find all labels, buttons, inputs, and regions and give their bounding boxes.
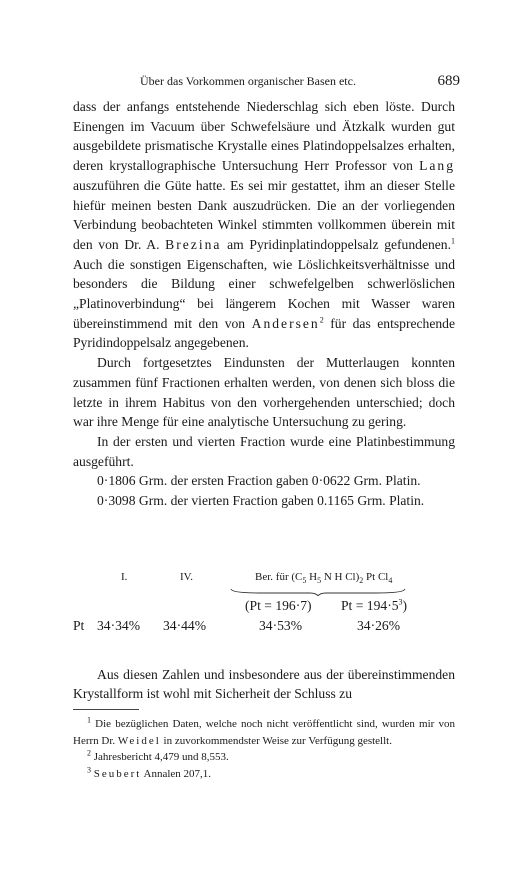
person-name-lang: Lang	[419, 158, 455, 174]
subscript: 5	[317, 576, 322, 586]
value-calc-a: 34·53%	[259, 618, 303, 633]
text-run: für das entsprechende Pyridindoppelsalz angegebenen.	[73, 315, 455, 351]
text-run: Annalen 207,1.	[141, 767, 212, 780]
atomic-weight-a: (Pt = 196·7)	[245, 598, 312, 613]
text-run: auszuführen die Güte hatte. Es sei mir gestattet, ihm an dieser Stelle hiefür meinen besten Dank auszudrücken. Die an der vorliegenden Verbindung beobachteten Winkel stimmten vollkommen überein mit den von Dr. A.	[73, 177, 455, 252]
person-name-andersen: Andersen	[251, 315, 320, 331]
footnote-rule	[73, 709, 139, 710]
value-fraction-1: 34·34%	[97, 618, 141, 633]
footnotes	[73, 716, 455, 782]
subscript: 4	[388, 576, 393, 586]
person-name-weidel: Weidel	[117, 734, 161, 747]
footnote-mark: 3	[87, 764, 91, 774]
footnote-3	[73, 766, 455, 783]
footnote-1	[73, 716, 455, 749]
value-calc-b: 34·26%	[357, 618, 401, 633]
text-run: am Pyridinplatindoppelsalz gefundenen.	[221, 236, 452, 252]
paragraph-4: 0·1806 Grm. der ersten Fraction gaben 0·0622 Grm. Platin.	[97, 473, 421, 489]
text-run: H	[306, 571, 318, 583]
text-run: Pt Cl	[363, 571, 389, 583]
paragraph-5: 0·3098 Grm. der vierten Fraction gaben 0.1165 Grm. Platin.	[97, 493, 425, 509]
running-header	[140, 73, 460, 90]
paragraph-3: In der ersten und vierten Fraction wurde eine Platinbestimmung ausgeführt.	[73, 433, 455, 469]
row-label-pt: Pt	[73, 618, 85, 633]
text-run: Auch die sonstigen Eigenschaften, wie Löslichkeitsverhältnisse und besonders die Bildung einer schwefelgelben schwerlöslichen „Platinoverbindung“ bei längerem Kochen mit Wasser waren übereinstimmend mit den von	[73, 256, 455, 331]
col-header-2: IV.	[180, 571, 193, 583]
value-fraction-4: 34·44%	[163, 618, 207, 633]
analysis-table	[73, 569, 455, 633]
text-run: N H Cl)	[321, 571, 360, 583]
subscript: 5	[302, 576, 307, 586]
col-header-1: I.	[121, 571, 128, 583]
calc-header	[255, 571, 393, 586]
text-run: )	[402, 598, 408, 613]
footnote-ref-2: 2	[319, 315, 324, 325]
conclusion-text: Aus diesen Zahlen und insbesondere aus der übereinstimmenden Krystallform ist wohl mit Sicherheit der Schluss zu	[73, 666, 455, 702]
paragraph-6	[73, 651, 455, 718]
paragraph-1	[73, 97, 455, 353]
footnote-mark: 1	[87, 715, 91, 725]
footnote-ref-3: 3	[398, 597, 403, 607]
person-name-seubert: Seubert	[93, 767, 142, 780]
page-number: 689	[437, 73, 460, 89]
person-name-brezina: Brezina	[165, 236, 222, 252]
atomic-weight-b	[341, 598, 407, 614]
running-title: Über das Vorkommen organischer Basen etc.	[140, 74, 356, 88]
text-run: in zuvorkommendster Weise zur Verfügung gestellt.	[160, 734, 392, 747]
subscript: 2	[359, 576, 364, 586]
text-run: Jahresbericht 4,479 und 8,553.	[91, 751, 229, 763]
text-run: Pt = 194·5	[341, 598, 399, 613]
grouping-brace	[230, 588, 406, 596]
paragraph-2: Durch fortgesetztes Eindunsten der Mutterlaugen konnten zusammen fünf Fractionen erhalten werden, von denen sich bloss die letzte in ihrem Habitus von den vorhergehenden unterschied; doch war ihre Menge für eine analytische Untersuchung zu gering.	[73, 355, 455, 430]
text-run: Die bezüglichen Daten, welche noch nicht veröffentlicht sind, wurden mir von Herrn Dr.	[73, 718, 455, 747]
footnote-ref-1: 1	[451, 236, 456, 246]
text-run: Ber. für (C	[255, 571, 303, 583]
footnote-2	[73, 749, 455, 766]
text-run: dass der anfangs entstehende Niederschlag sich eben löste. Durch Einengen im Vacuum über Schwefelsäure und Ätzkalk wurden gut ausgebildete prismatische Krystalle eines Platindoppelsalzes erhalten, deren krystallographische Untersuchung Herr Professor von	[73, 99, 455, 174]
footnote-mark: 2	[87, 748, 91, 758]
main-text	[73, 97, 455, 511]
